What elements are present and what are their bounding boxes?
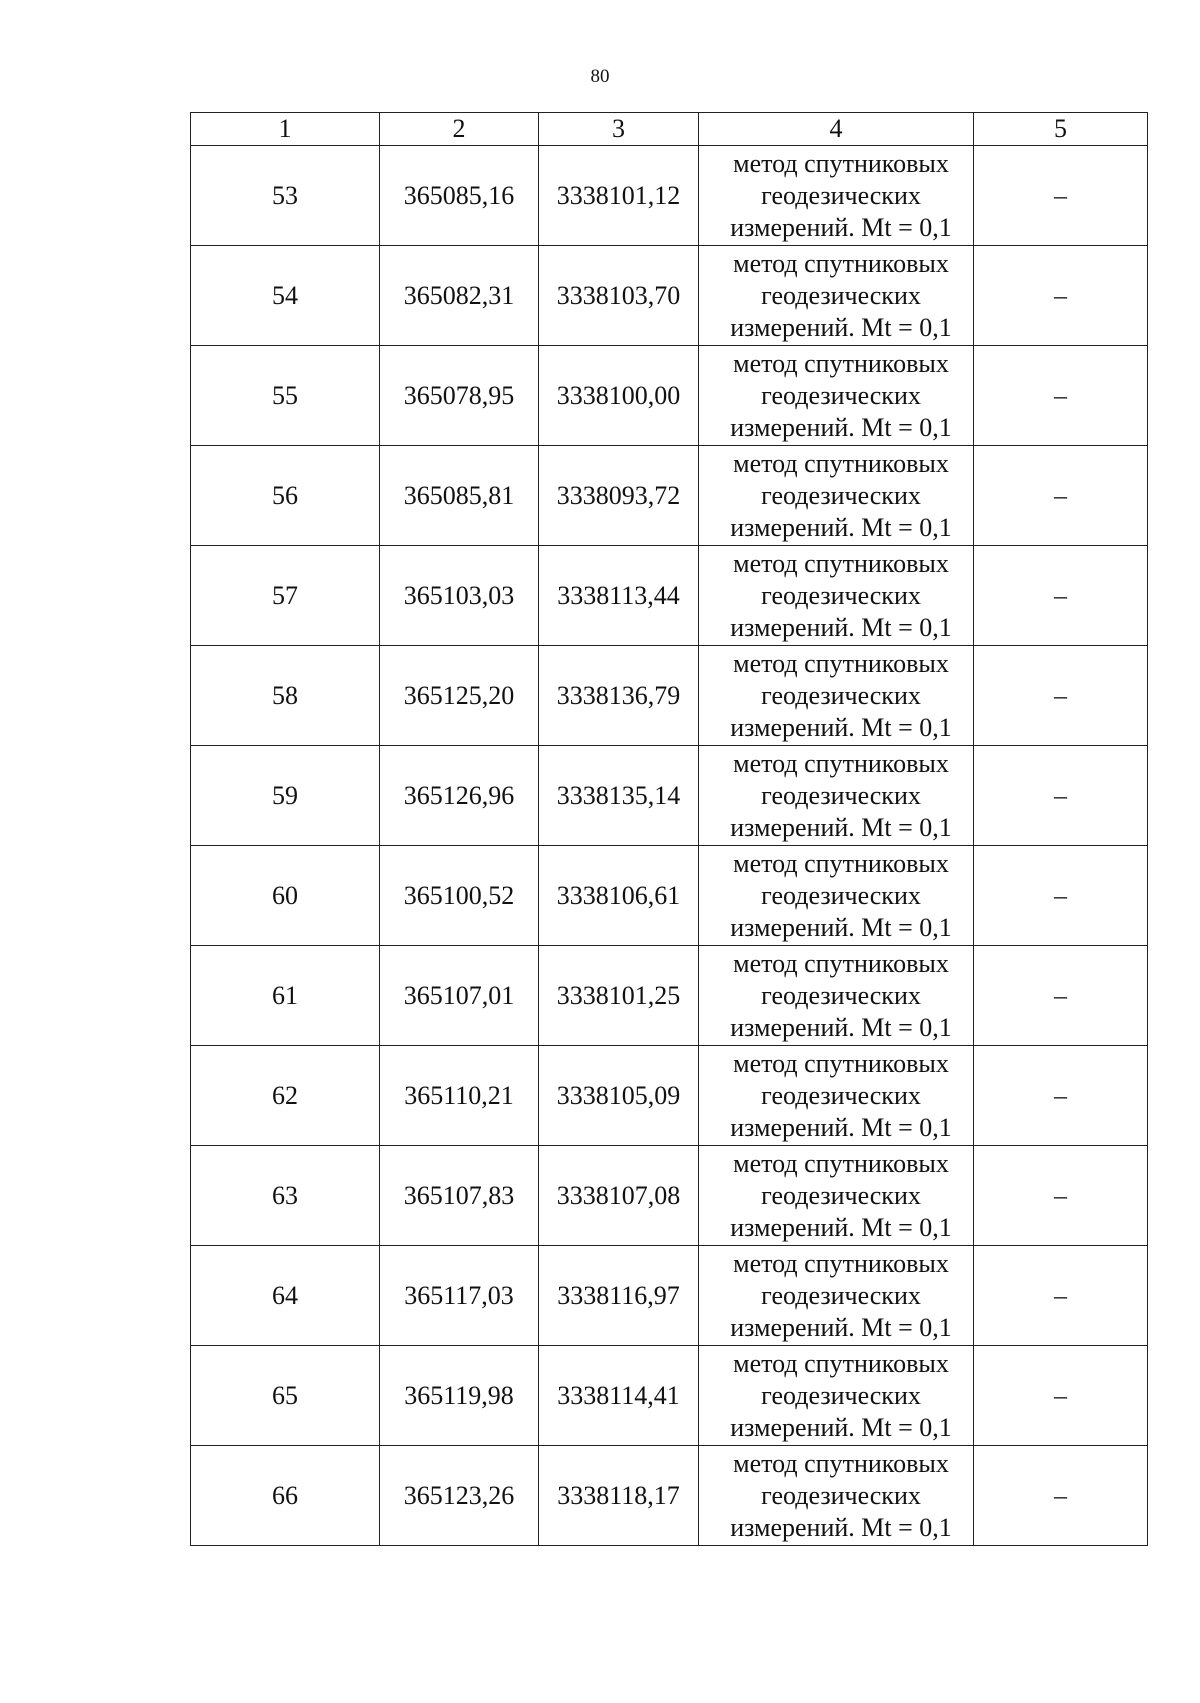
table-body xyxy=(191,113,1148,1546)
note-cell: – xyxy=(974,1446,1148,1546)
point-number-cell: 64 xyxy=(191,1246,380,1346)
point-number-cell: 60 xyxy=(191,846,380,946)
header-cell-1: 1 xyxy=(191,113,380,146)
coordinate-y-cell: 3338116,97 xyxy=(539,1246,699,1346)
note-cell: – xyxy=(974,446,1148,546)
method-line: метод спутниковых xyxy=(733,248,949,278)
header-cell-4: 4 xyxy=(699,113,974,146)
coordinate-y-cell: 3338136,79 xyxy=(539,646,699,746)
method-line: метод спутниковых xyxy=(733,948,949,978)
table-row xyxy=(191,946,1148,1046)
note-cell: – xyxy=(974,746,1148,846)
note-cell: – xyxy=(974,946,1148,1046)
note-cell: – xyxy=(974,1046,1148,1146)
table-row xyxy=(191,246,1148,346)
coordinate-x-cell: 365123,26 xyxy=(380,1446,539,1546)
method-line: измерений. Mt = 0,1 xyxy=(730,1012,952,1042)
method-line: геодезических xyxy=(761,1480,921,1510)
method-cell xyxy=(699,946,974,1046)
table-header-row xyxy=(191,113,1148,146)
note-cell: – xyxy=(974,146,1148,246)
method-line: метод спутниковых xyxy=(733,848,949,878)
coordinate-x-cell: 365082,31 xyxy=(380,246,539,346)
coordinate-x-cell: 365085,16 xyxy=(380,146,539,246)
method-cell xyxy=(699,346,974,446)
method-line: метод спутниковых xyxy=(733,148,949,178)
method-line: метод спутниковых xyxy=(733,1248,949,1278)
coordinate-y-cell: 3338113,44 xyxy=(539,546,699,646)
method-line: измерений. Mt = 0,1 xyxy=(730,1312,952,1342)
method-line: измерений. Mt = 0,1 xyxy=(730,1512,952,1542)
coordinate-x-cell: 365119,98 xyxy=(380,1346,539,1446)
point-number-cell: 65 xyxy=(191,1346,380,1446)
coordinate-x-cell: 365126,96 xyxy=(380,746,539,846)
coordinate-y-cell: 3338101,12 xyxy=(539,146,699,246)
table-row xyxy=(191,1046,1148,1146)
coordinate-x-cell: 365125,20 xyxy=(380,646,539,746)
coordinate-x-cell: 365107,83 xyxy=(380,1146,539,1246)
header-cell-2: 2 xyxy=(380,113,539,146)
point-number-cell: 57 xyxy=(191,546,380,646)
table-row xyxy=(191,746,1148,846)
method-cell xyxy=(699,1446,974,1546)
method-cell xyxy=(699,1346,974,1446)
coordinate-y-cell: 3338114,41 xyxy=(539,1346,699,1446)
method-line: метод спутниковых xyxy=(733,1448,949,1478)
method-line: измерений. Mt = 0,1 xyxy=(730,912,952,942)
point-number-cell: 66 xyxy=(191,1446,380,1546)
coordinate-y-cell: 3338101,25 xyxy=(539,946,699,1046)
method-line: геодезических xyxy=(761,1180,921,1210)
coordinate-y-cell: 3338107,08 xyxy=(539,1146,699,1246)
method-line: геодезических xyxy=(761,380,921,410)
method-line: метод спутниковых xyxy=(733,1048,949,1078)
method-line: измерений. Mt = 0,1 xyxy=(730,1412,952,1442)
method-line: метод спутниковых xyxy=(733,1148,949,1178)
method-line: измерений. Mt = 0,1 xyxy=(730,612,952,642)
method-line: геодезических xyxy=(761,580,921,610)
method-line: измерений. Mt = 0,1 xyxy=(730,312,952,342)
point-number-cell: 62 xyxy=(191,1046,380,1146)
method-line: геодезических xyxy=(761,1080,921,1110)
note-cell: – xyxy=(974,1146,1148,1246)
method-line: геодезических xyxy=(761,1280,921,1310)
point-number-cell: 54 xyxy=(191,246,380,346)
method-cell xyxy=(699,846,974,946)
method-line: измерений. Mt = 0,1 xyxy=(730,512,952,542)
method-cell xyxy=(699,1046,974,1146)
method-cell xyxy=(699,1246,974,1346)
coordinate-y-cell: 3338100,00 xyxy=(539,346,699,446)
method-cell xyxy=(699,746,974,846)
coordinate-x-cell: 365117,03 xyxy=(380,1246,539,1346)
note-cell: – xyxy=(974,1246,1148,1346)
method-line: геодезических xyxy=(761,880,921,910)
method-line: геодезических xyxy=(761,180,921,210)
coordinate-y-cell: 3338135,14 xyxy=(539,746,699,846)
method-cell xyxy=(699,446,974,546)
method-line: метод спутниковых xyxy=(733,748,949,778)
header-cell-3: 3 xyxy=(539,113,699,146)
method-line: геодезических xyxy=(761,780,921,810)
method-line: измерений. Mt = 0,1 xyxy=(730,412,952,442)
coordinates-table xyxy=(190,112,1148,1546)
coordinate-x-cell: 365110,21 xyxy=(380,1046,539,1146)
table-row xyxy=(191,446,1148,546)
point-number-cell: 58 xyxy=(191,646,380,746)
note-cell: – xyxy=(974,846,1148,946)
point-number-cell: 56 xyxy=(191,446,380,546)
point-number-cell: 53 xyxy=(191,146,380,246)
table-row xyxy=(191,1446,1148,1546)
coordinate-x-cell: 365078,95 xyxy=(380,346,539,446)
method-line: геодезических xyxy=(761,1380,921,1410)
coordinate-x-cell: 365107,01 xyxy=(380,946,539,1046)
method-cell xyxy=(699,146,974,246)
table-row xyxy=(191,346,1148,446)
method-line: метод спутниковых xyxy=(733,1348,949,1378)
note-cell: – xyxy=(974,646,1148,746)
coordinate-y-cell: 3338103,70 xyxy=(539,246,699,346)
method-line: геодезических xyxy=(761,980,921,1010)
method-line: геодезических xyxy=(761,680,921,710)
table-row xyxy=(191,846,1148,946)
method-line: измерений. Mt = 0,1 xyxy=(730,812,952,842)
point-number-cell: 59 xyxy=(191,746,380,846)
method-line: метод спутниковых xyxy=(733,648,949,678)
coordinate-y-cell: 3338106,61 xyxy=(539,846,699,946)
coordinate-y-cell: 3338118,17 xyxy=(539,1446,699,1546)
table-row xyxy=(191,1346,1148,1446)
table-row xyxy=(191,146,1148,246)
method-line: измерений. Mt = 0,1 xyxy=(730,1212,952,1242)
method-line: метод спутниковых xyxy=(733,348,949,378)
coordinate-x-cell: 365103,03 xyxy=(380,546,539,646)
table-row xyxy=(191,1246,1148,1346)
coordinate-x-cell: 365085,81 xyxy=(380,446,539,546)
page-number: 80 xyxy=(590,66,610,87)
table-row xyxy=(191,646,1148,746)
note-cell: – xyxy=(974,546,1148,646)
method-line: метод спутниковых xyxy=(733,548,949,578)
note-cell: – xyxy=(974,1346,1148,1446)
method-line: метод спутниковых xyxy=(733,448,949,478)
point-number-cell: 61 xyxy=(191,946,380,1046)
coordinate-x-cell: 365100,52 xyxy=(380,846,539,946)
method-cell xyxy=(699,546,974,646)
method-cell xyxy=(699,646,974,746)
method-cell xyxy=(699,1146,974,1246)
method-line: геодезических xyxy=(761,280,921,310)
note-cell: – xyxy=(974,346,1148,446)
method-line: геодезических xyxy=(761,480,921,510)
method-line: измерений. Mt = 0,1 xyxy=(730,1112,952,1142)
method-line: измерений. Mt = 0,1 xyxy=(730,712,952,742)
table-row xyxy=(191,546,1148,646)
header-cell-5: 5 xyxy=(974,113,1148,146)
method-cell xyxy=(699,246,974,346)
method-line: измерений. Mt = 0,1 xyxy=(730,212,952,242)
note-cell: – xyxy=(974,246,1148,346)
coordinate-y-cell: 3338105,09 xyxy=(539,1046,699,1146)
table-row xyxy=(191,1146,1148,1246)
point-number-cell: 55 xyxy=(191,346,380,446)
point-number-cell: 63 xyxy=(191,1146,380,1246)
coordinate-y-cell: 3338093,72 xyxy=(539,446,699,546)
